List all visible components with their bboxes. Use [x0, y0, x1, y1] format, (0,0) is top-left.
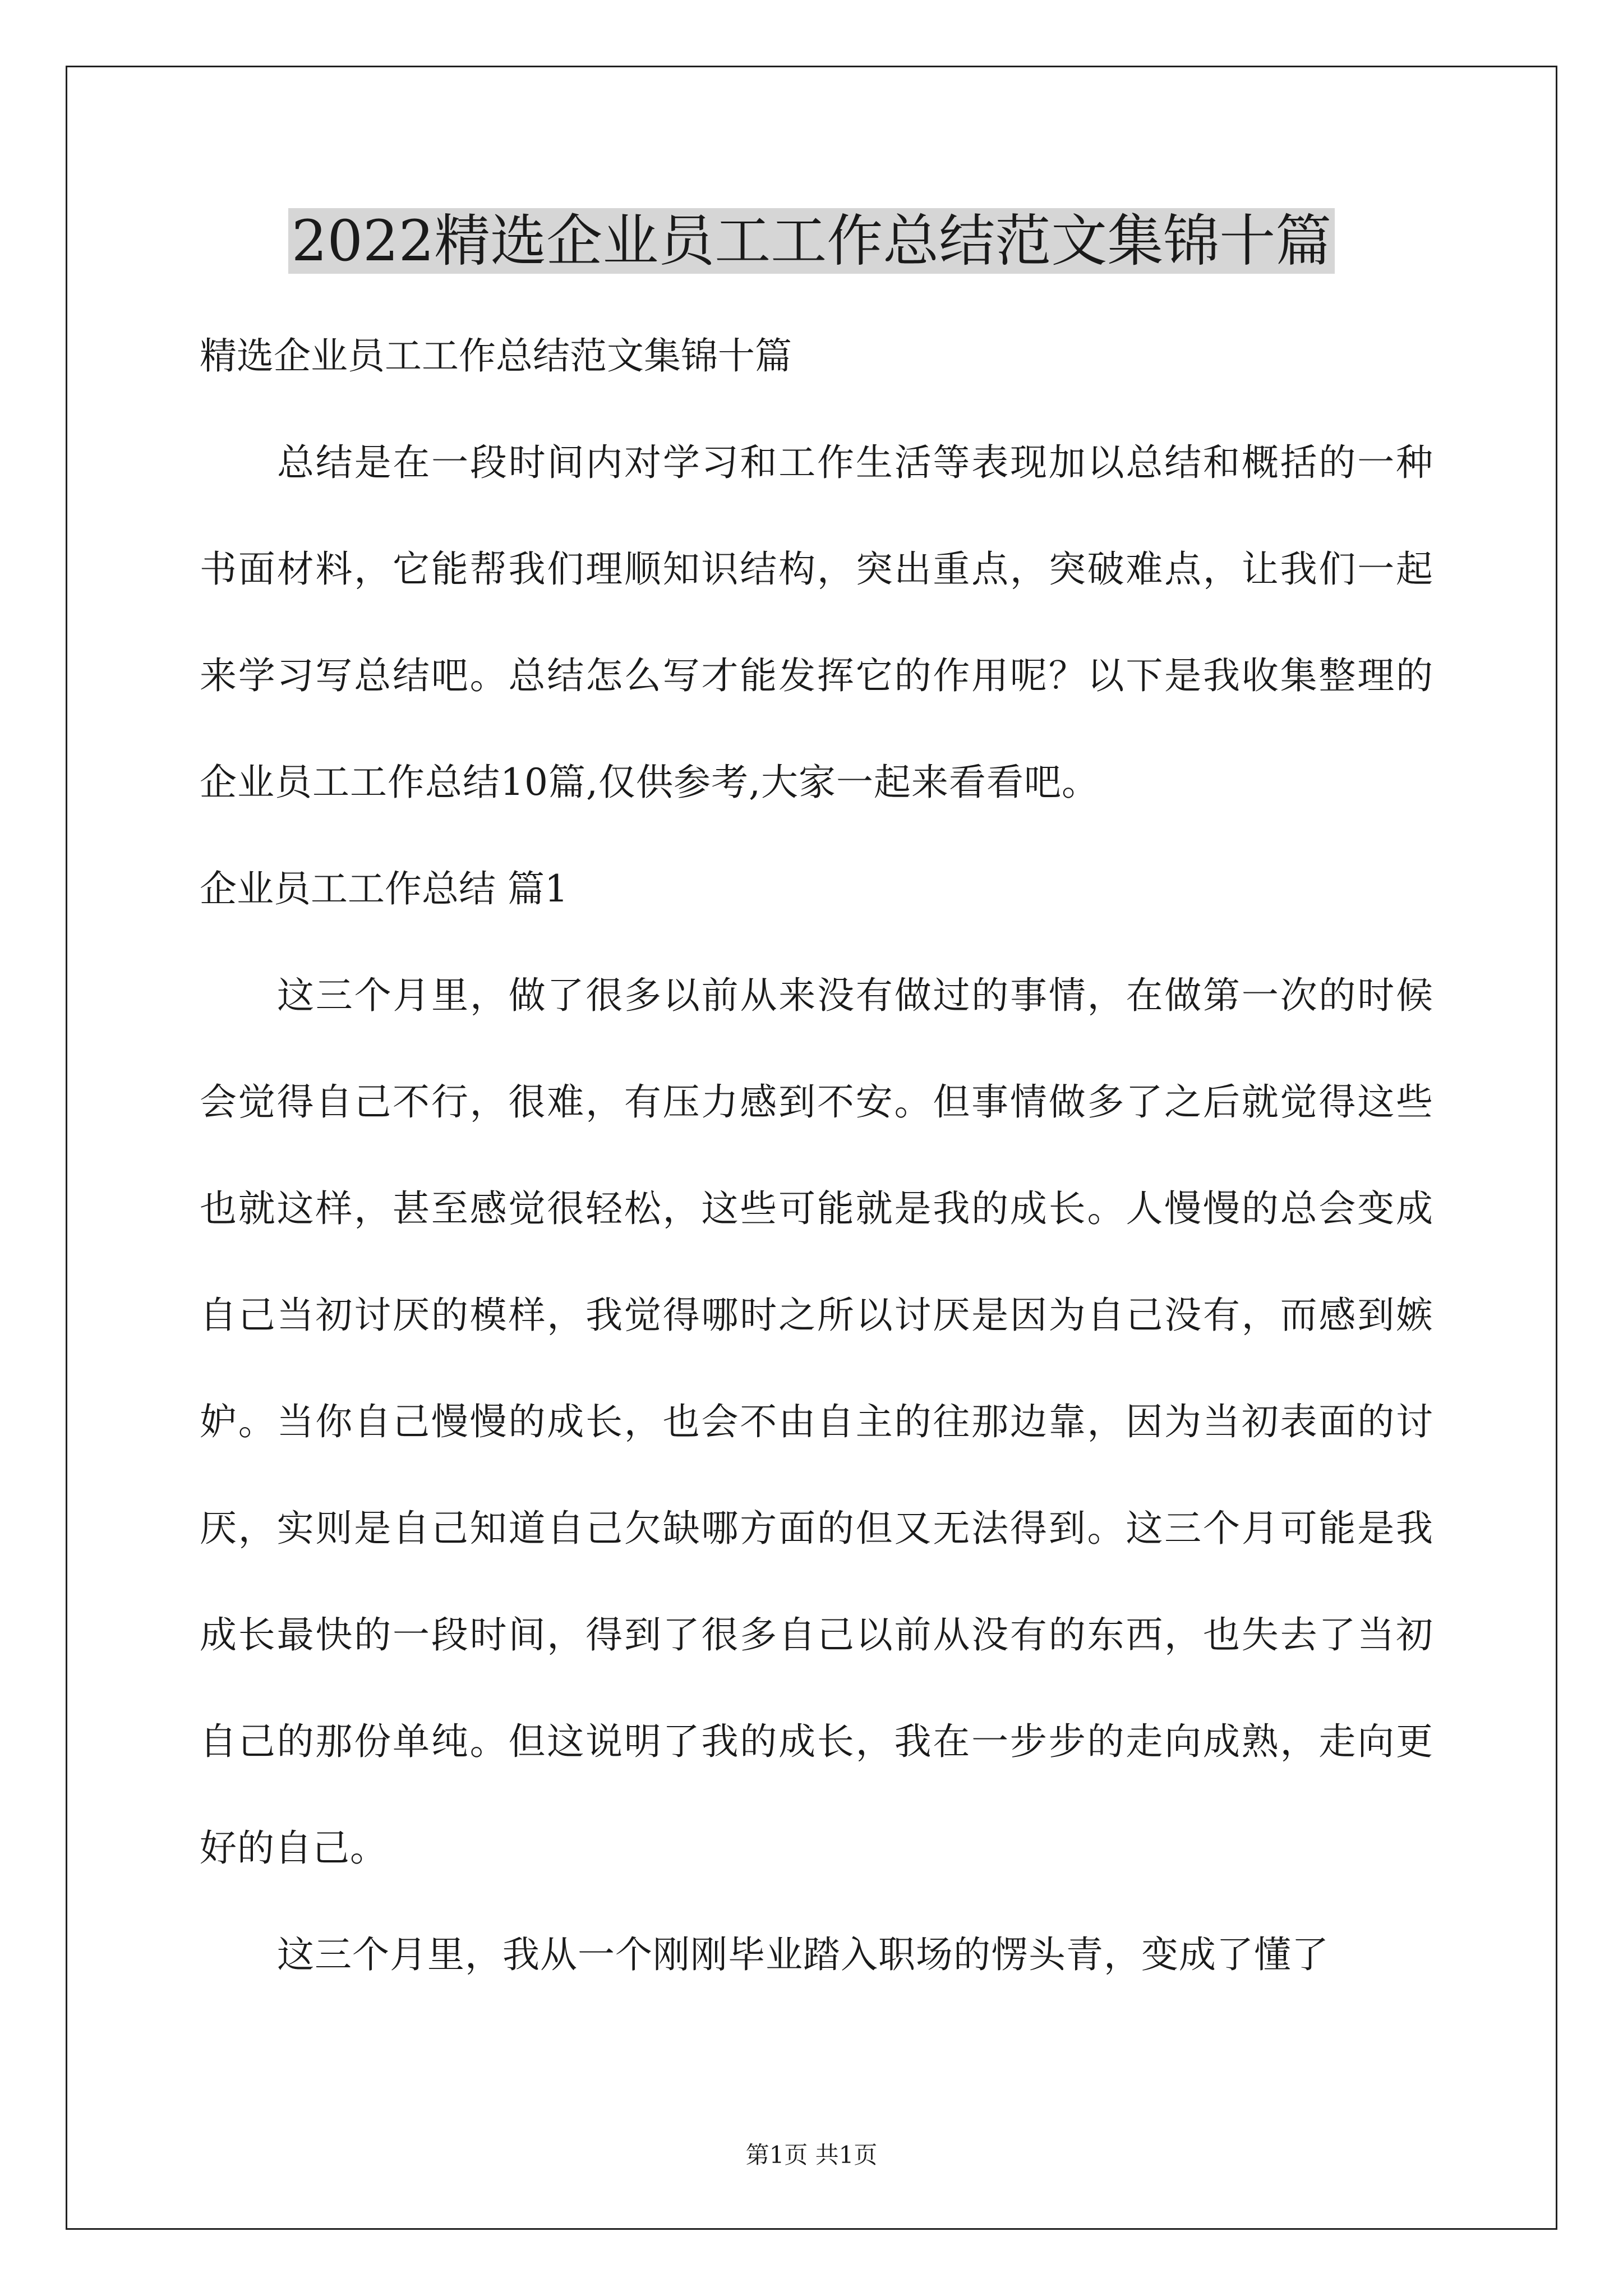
document-body	[200, 303, 1433, 2008]
document-title-text: 2022精选企业员工工作总结范文集锦十篇	[288, 208, 1335, 274]
intro-paragraph: 总结是在一段时间内对学习和工作生活等表现加以总结和概括的一种书面材料，它能帮我们理顺知识结构，突出重点，突破难点，让我们一起来学习写总结吧。总结怎么写才能发挥它的作用呢？以下是我收集整理的企业员工工作总结10篇,仅供参考,大家一起来看看吧。	[200, 441, 1433, 804]
document-subtitle: 精选企业员工工作总结范文集锦十篇	[200, 334, 792, 378]
body-paragraph-1: 这三个月里，做了很多以前从来没有做过的事情，在做第一次的时候会觉得自己不行，很难，有压力感到不安。但事情做多了之后就觉得这些也就这样，甚至感觉很轻松，这些可能就是我的成长。人慢慢的总会变成自己当初讨厌的模样，我觉得哪时之所以讨厌是因为自己没有，而感到嫉妒。当你自己慢慢的成长，也会不由自主的往那边靠，因为当初表面的讨厌，实则是自己知道自己欠缺哪方面的但又无法得到。这三个月可能是我成长最快的一段时间，得到了很多自己以前从没有的东西，也失去了当初自己的那份单纯。但这说明了我的成长，我在一步步的走向成熟，走向更好的自己。	[200, 974, 1433, 1870]
page-footer: 第1页 共1页	[745, 2141, 878, 2169]
document-title	[0, 199, 1623, 283]
section-heading: 企业员工工作总结 篇1	[200, 867, 568, 910]
body-paragraph-2: 这三个月里，我从一个刚刚毕业踏入职场的愣头青，变成了懂了	[277, 1933, 1329, 1976]
